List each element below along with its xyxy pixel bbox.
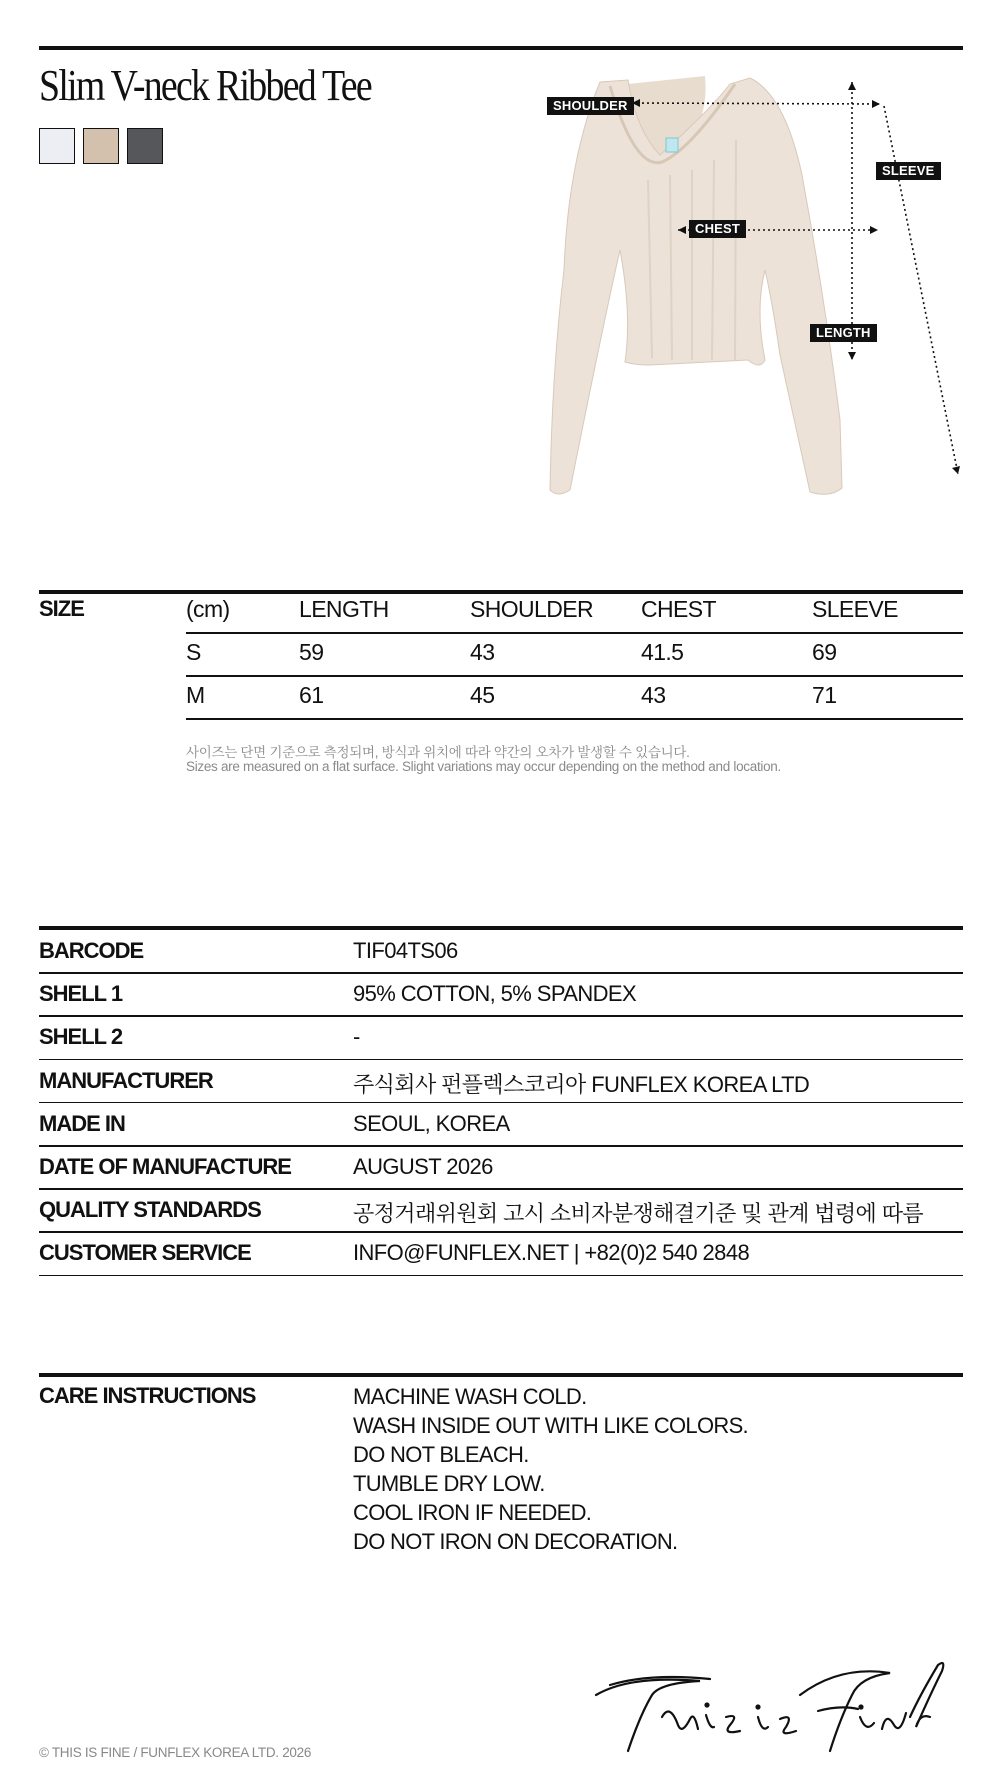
info-value: TIF04TS06 (353, 938, 458, 963)
size-row-m-length: 61 (299, 682, 324, 708)
info-value: 공정거래위원회 고시 소비자분쟁해결기준 및 관계 법령에 따름 (353, 1201, 924, 1227)
info-value: 주식회사 펀플렉스코리아 FUNFLEX KOREA LTD (353, 1071, 810, 1097)
size-row-s-chest: 41.5 (641, 639, 684, 665)
info-key: SHELL 1 (39, 981, 123, 1007)
label-chest: CHEST (689, 220, 746, 238)
care-line: DO NOT BLEACH. (353, 1442, 529, 1467)
info-row-divider (39, 1275, 963, 1277)
info-key: QUALITY STANDARDS (39, 1197, 261, 1223)
label-sleeve: SLEEVE (876, 162, 941, 180)
info-value: 95% COTTON, 5% SPANDEX (353, 981, 637, 1007)
info-key: BARCODE (39, 938, 144, 963)
care-list (353, 1382, 748, 1556)
footer-copyright: © THIS IS FINE / FUNFLEX KOREA LTD. 2026 (39, 1745, 312, 1760)
size-col-length: LENGTH (299, 596, 389, 622)
care-rule (39, 1373, 963, 1377)
care-line: MACHINE WASH COLD. (353, 1384, 587, 1409)
size-note-ko: 사이즈는 단면 기준으로 측정되며, 방식과 위치에 따라 약간의 오차가 발생할 수 있습니다. (186, 745, 690, 760)
size-row-s-shoulder: 43 (470, 639, 495, 665)
size-table-rule (39, 590, 963, 594)
product-title: Slim V-neck Ribbed Tee (39, 61, 371, 110)
care-line: WASH INSIDE OUT WITH LIKE COLORS. (353, 1413, 748, 1438)
swatch-charcoal[interactable] (127, 128, 163, 164)
info-value: AUGUST 2026 (353, 1154, 493, 1179)
info-key: DATE OF MANUFACTURE (39, 1154, 291, 1179)
size-col-chest: CHEST (641, 596, 716, 622)
info-key: MANUFACTURER (39, 1067, 213, 1093)
size-row-m-label: M (186, 682, 205, 708)
info-key: MADE IN (39, 1110, 125, 1136)
size-col-shoulder: SHOULDER (470, 596, 594, 622)
size-row-s-label: S (186, 639, 201, 665)
garment-diagram (540, 70, 970, 500)
info-row-divider (39, 1231, 963, 1233)
info-key: SHELL 2 (39, 1024, 123, 1050)
size-col-sleeve: SLEEVE (812, 596, 898, 622)
size-row-s-length: 59 (299, 639, 324, 665)
swatch-white[interactable] (39, 128, 75, 164)
info-value: INFO@FUNFLEX.NET | +82(0)2 540 2848 (353, 1240, 750, 1266)
size-row-m-sleeve: 71 (812, 682, 837, 708)
info-table-rule (39, 926, 963, 930)
info-value: - (353, 1024, 360, 1050)
size-row-m-chest: 43 (641, 682, 666, 708)
info-row-divider (39, 1015, 963, 1017)
size-table-title: SIZE (39, 596, 84, 621)
label-shoulder: SHOULDER (547, 97, 634, 115)
size-row-m-shoulder: 45 (470, 682, 495, 708)
size-row-divider (186, 632, 963, 634)
care-line: COOL IRON IF NEEDED. (353, 1500, 592, 1525)
size-col-unit: (cm) (186, 596, 230, 622)
swatch-beige[interactable] (83, 128, 119, 164)
care-line: DO NOT IRON ON DECORATION. (353, 1529, 678, 1554)
signature-logo (590, 1655, 960, 1765)
garment-shape (550, 76, 842, 494)
size-row-divider (186, 675, 963, 677)
size-note-en: Sizes are measured on a flat surface. Slight variations may occur depending on the method and location. (186, 759, 781, 774)
care-title: CARE INSTRUCTIONS (39, 1383, 256, 1408)
label-length: LENGTH (810, 324, 877, 342)
info-row-divider (39, 1145, 963, 1147)
info-key: CUSTOMER SERVICE (39, 1240, 251, 1266)
info-row-divider (39, 1188, 963, 1190)
size-row-divider (186, 718, 963, 720)
info-row-divider (39, 972, 963, 974)
care-line: TUMBLE DRY LOW. (353, 1471, 545, 1496)
info-row-divider (39, 1102, 963, 1104)
top-rule (39, 46, 963, 50)
info-row-divider (39, 1059, 963, 1061)
signature-text: This is Fine (590, 1655, 596, 1656)
info-value: SEOUL, KOREA (353, 1110, 510, 1136)
size-row-s-sleeve: 69 (812, 639, 837, 665)
